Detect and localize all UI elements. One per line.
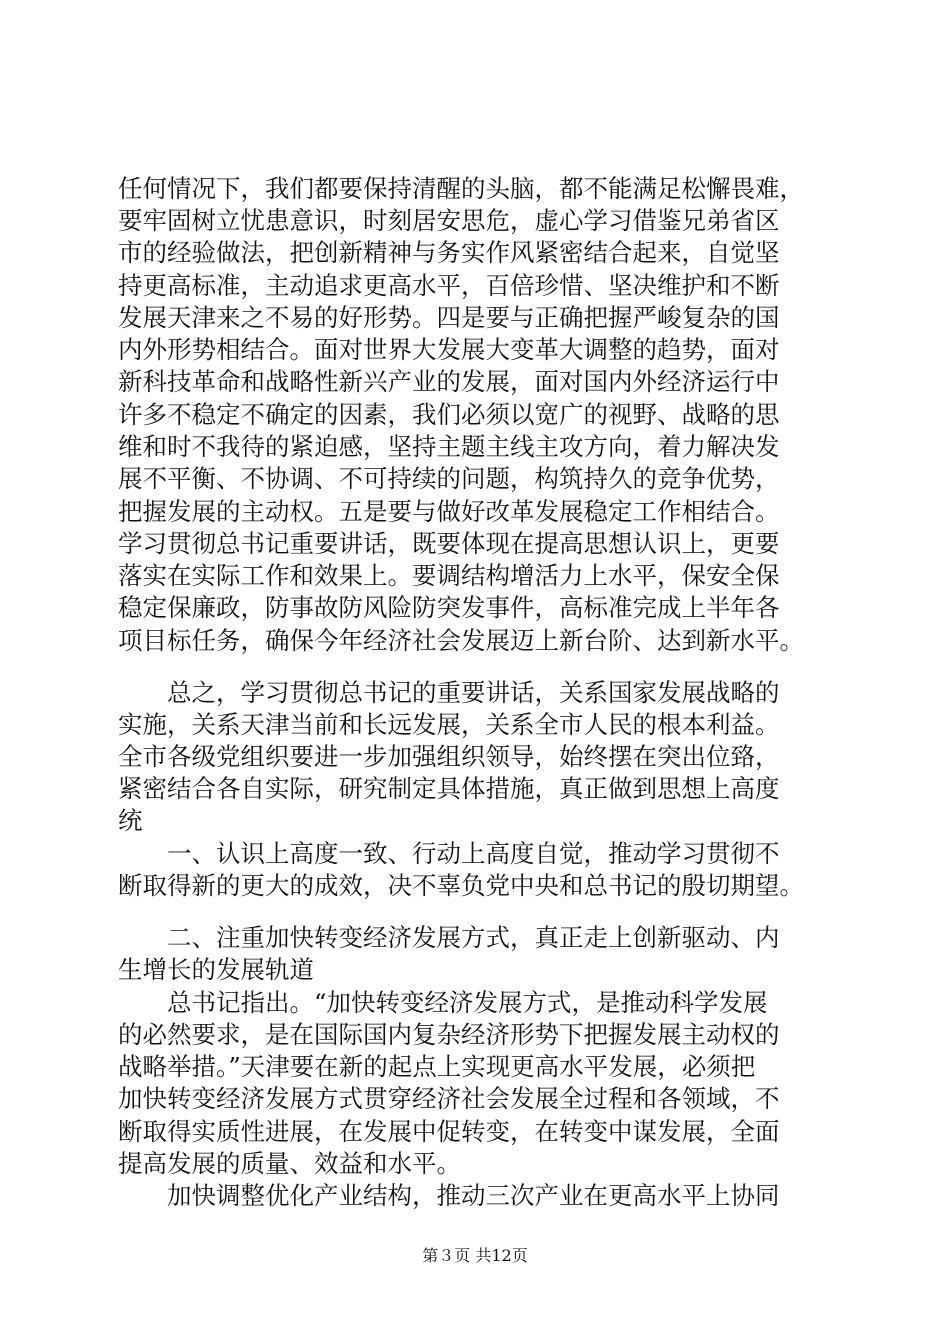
body-text-line: 全市各级党组织要进一步加强组织领导，始终摆在突出位臵， bbox=[118, 742, 780, 771]
paragraph-first-line: 总之，学习贯彻总书记的重要讲话，关系国家发展战略的 bbox=[167, 678, 780, 707]
body-text-line: 内外形势相结合。面对世界大发展大变革大调整的趋势，面对 bbox=[118, 335, 780, 364]
body-text-line: 持更高标准，主动追求更高水平，百倍珍惜、坚决维护和不断 bbox=[118, 271, 780, 300]
body-text-line: 学习贯彻总书记重要讲话，既要体现在提高思想认识上，更要 bbox=[118, 529, 780, 558]
body-text-line: 实施，关系天津当前和长远发展，关系全市人民的根本利益。 bbox=[118, 710, 780, 739]
body-text-line: 落实在实际工作和效果上。要调结构增活力上水平，保安全保 bbox=[118, 561, 780, 590]
body-text-line: 任何情况下，我们都要保持清醒的头脑，都不能满足松懈畏难， bbox=[118, 174, 804, 203]
body-text-line: 稳定保廉政，防事故防风险防突发事件，高标准完成上半年各 bbox=[118, 593, 780, 622]
body-text-line: 断取得实质性进展，在发展中促转变，在转变中谋发展，全面 bbox=[118, 1117, 780, 1146]
body-text-line: 项目标任务，确保今年经济社会发展迈上新台阶、达到新水平。 bbox=[118, 626, 804, 655]
paragraph-first-line: 总书记指出。“加快转变经济发展方式，是推动科学发展 bbox=[167, 988, 768, 1017]
section-heading-line: 生增长的发展轨道 bbox=[118, 955, 314, 984]
body-text-line: 维和时不我待的紧迫感，坚持主题主线主攻方向，着力解决发 bbox=[118, 432, 780, 461]
section-heading-line: 二、注重加快转变经济发展方式，真正走上创新驱动、内 bbox=[167, 923, 780, 952]
body-text-line: 提高发展的质量、效益和水平。 bbox=[118, 1149, 461, 1178]
body-text-line: 断取得新的更大的成效，决不辜负党中央和总书记的殷切期望。 bbox=[118, 871, 804, 900]
paragraph-first-line: 加快调整优化产业结构，推动三次产业在更高水平上协同 bbox=[167, 1181, 780, 1210]
body-text-line: 加快转变经济发展方式贯穿经济社会发展全过程和各领域，不 bbox=[118, 1084, 780, 1113]
body-text-line: 要牢固树立忧患意识，时刻居安思危，虚心学习借鉴兄弟省区 bbox=[118, 206, 780, 235]
page-number-footer: 第３页 共12页 bbox=[422, 1246, 528, 1265]
body-text-line: 展不平衡、不协调、不可持续的问题，构筑持久的竞争优势， bbox=[118, 464, 780, 493]
paragraph-first-line: 一、认识上高度一致、行动上高度自觉，推动学习贯彻不 bbox=[167, 839, 780, 868]
body-text-line: 市的经验做法，把创新精神与务实作风紧密结合起来，自觉坚 bbox=[118, 238, 780, 267]
body-text-line: 发展天津来之不易的好形势。四是要与正确把握严峻复杂的国 bbox=[118, 303, 780, 332]
body-text-line: 统 bbox=[118, 806, 143, 835]
body-text-line: 把握发展的主动权。五是要与做好改革发展稳定工作相结合。 bbox=[118, 497, 780, 526]
body-text-line: 战略举措。”天津要在新的起点上实现更高水平发展，必须把 bbox=[118, 1052, 756, 1081]
body-text-line: 新科技革命和战略性新兴产业的发展，面对国内外经济运行中 bbox=[118, 367, 780, 396]
body-text-line: 的必然要求，是在国际国内复杂经济形势下把握发展主动权的 bbox=[118, 1020, 780, 1049]
body-text-line: 紧密结合各自实际，研究制定具体措施，真正做到思想上高度 bbox=[118, 774, 780, 803]
body-text-line: 许多不稳定不确定的因素，我们必须以宽广的视野、战略的思 bbox=[118, 400, 780, 429]
